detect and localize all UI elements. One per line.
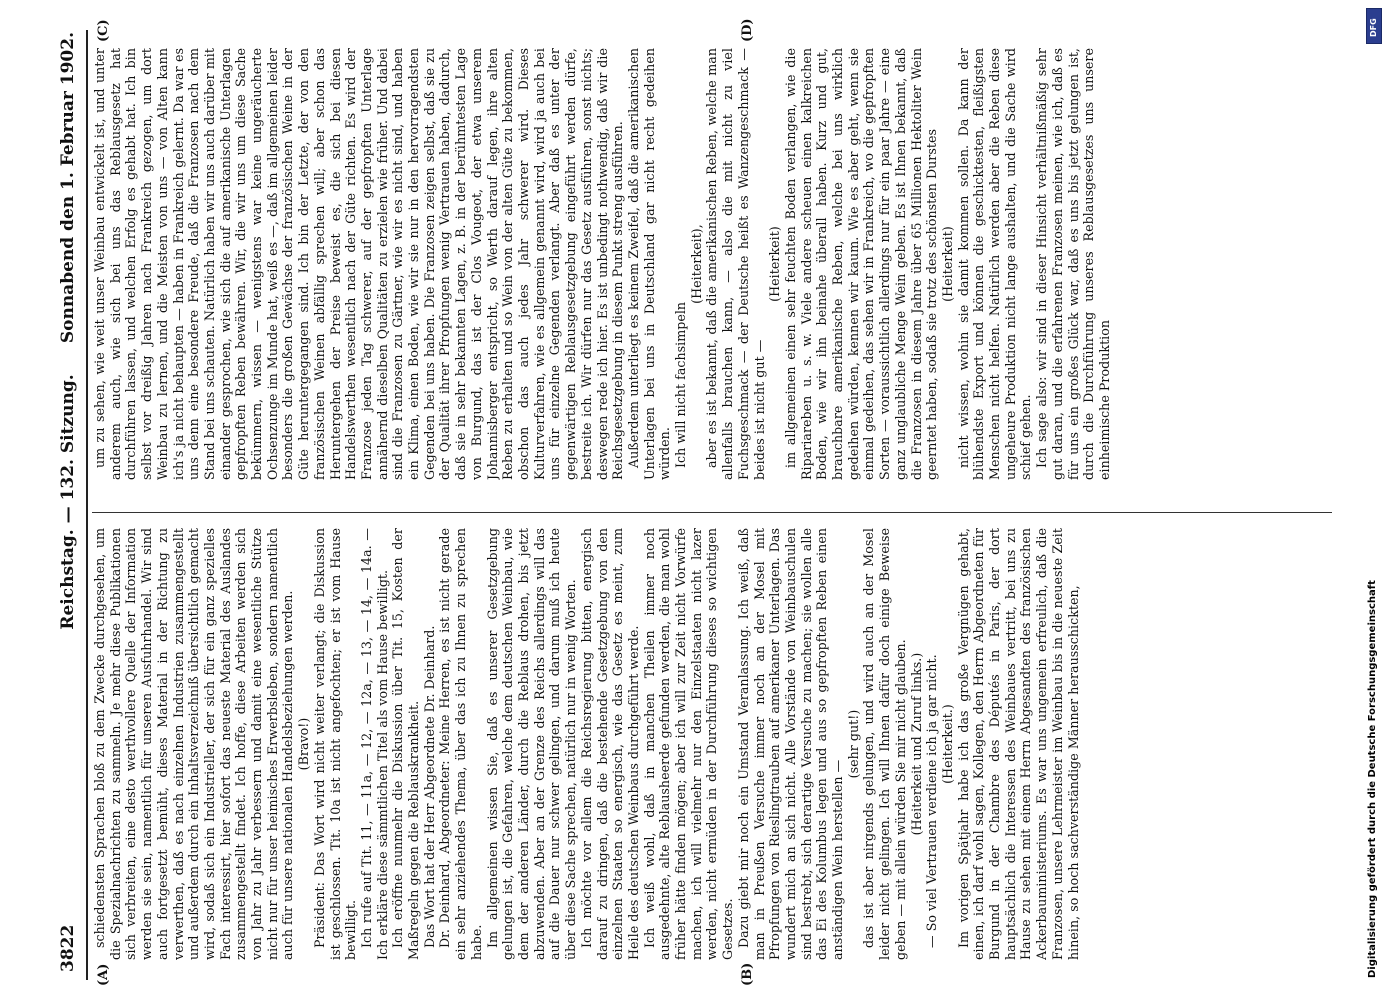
paragraph: Ich will nicht fachsimpeln [673,301,689,468]
paragraph: Das Wort hat der Herr Abgeordnete Dr. Deinhard. [421,625,437,948]
interjection: (Heiterkeit) [939,226,955,302]
session-title: Reichstag. — 132. Sitzung. [58,374,78,630]
paragraph: Außerdem unterliegt es keinem Zweifel, daß die amerikanischen Unterlagen bei uns in Deutschland gar nicht recht gedeihen würden. [625,48,673,480]
margin-marker-d: (D) [740,18,755,42]
digitization-credit: Digitalisierung gefördert durch die Deutsche Forschungsgemeinschaft [1367,580,1378,978]
page-header [58,32,84,972]
interjection: (Bravo!) [296,717,312,771]
interjection: (Heiterkeit), [688,224,704,304]
paragraph: Ich möchte vor allem die Reichsregierung bitten, energisch darauf zu dringen, daß die bestehende Gesetzgebung von den einzelnen Staaten so energisch, wie das Gesetz es meint, zum Heile des deutschen Weinbaus durchgeführt werde. [578,528,641,960]
paragraph: Ich weiß wohl, daß in manchen Theilen immer noch ausgedehnte, alte Reblausheerde gefunden werden, die man wohl früher hätte finden mögen; aber ich will zur Zeit nicht Vorwürfe machen, ich will vielmehr nur den Einzelstaaten nicht lazer werden, nicht ermüden in der Durchführung dieses so wichtigen Gesetzes. [641,528,736,960]
margin-marker-b: (B) [740,962,755,986]
dfg-logo-text: DFG [1369,18,1378,37]
paragraph: das ist aber nirgends gelungen, und wird auch an der Mosel leider nicht gelingen. Ich will Ihnen dafür doch einige Beweise geben — mit allein würden Sie mir nicht glauben. [861,528,908,960]
paragraph: Präsident: Das Wort wird nicht weiter verlangt; die Diskussion ist geschlossen. Tit. 10a ist nicht angefochten; er ist vom Hause bewilligt. [311,528,359,960]
margin-marker-a: (A) [96,963,111,986]
interjection: (Heiterkeit.) [939,704,955,784]
margin-marker-c: (C) [96,19,111,42]
column-rule [92,512,1332,513]
paragraph: im allgemeinen einen sehr feuchten Boden verlangen, wie die Ripariareben u. s. w. Viele andere scheuen einen kalkreichen Boden, wie wir ihn beinahe überall haben. Kurz und gut, brauchbare amerikanische Reben, welche bei uns wirklich gedeihen würden, kennen wir kaum. Wie es aber geht, wenn sie einmal gedeihen, das sehen wir in Frankreich, wo die gepfropften Sorten — voraussichtlich allerdings nur für ein paar Jahre — eine ganz unglaubliche Menge Wein geben. Es ist Ihnen bekannt, daß die Franzosen in diesem Jahre über 65 Millionen Hektoliter Wein geerntet haben, sodaß sie trotz des schönsten Durstes [782,48,940,480]
paragraph: Im vorigen Spätjahr habe ich das große Vergnügen gehabt, einen, ich darf wohl sagen, Kollegen, den Herrn Abgeordneten für Burgund in der Chambre des Députés in Paris, der dort hauptsächlich die Interessen des Weinbaues vertritt, bei uns zu Hause zu sehen mit einem Herrn Abgesandten des französischen Ackerbauministeriums. Es war uns ungemein erfreulich, daß die Franzosen, unsere Lehrmeister im Weinbau bis in die neueste Zeit hinein, so hoch sachverständige Männer herausschickten, [955,528,1081,960]
paragraph: Ich sage also: wir sind in dieser Hinsicht verhältnißmäßig sehr gut daran, und die erfahrenen Franzosen meinen, wie ich, daß es für uns ein großes Glück war, daß es uns bis jetzt gelungen ist, durch die Durchführung unseres Reblausgesetzes uns unsere einheimische Produktion [1034,48,1112,480]
interjection: (Heiterkeit) [767,226,783,302]
paragraph: Ich eröffne nunmehr die Diskussion über Tit. 15, Kosten der Maßregeln gegen die Reblauskrankheit. [390,528,422,960]
header-rule [86,30,88,980]
paragraph: Dr. Deinhard, Abgeordneter: Meine Herren, es ist nicht gerade ein sehr anziehendes Thema, über das ich zu Ihnen zu sprechen habe. [437,528,484,960]
paragraph: Im allgemeinen wissen Sie, daß es unserer Gesetzgebung gelungen ist, die Gefahren, welche dem deutschen Weinbau, wie dem der anderen Länder, durch die Reblaus drohen, bis jetzt abzuwenden. Aber an der Grenze des Reichs allerdings will das auf die Dauer nur schwer gelingen, und darum muß ich heute über diese Sache sprechen, natürlich nur in wenig Worten. [484,528,579,960]
paragraph: um zu sehen, wie weit unser Weinbau entwickelt ist, und unter anderem auch, wie sich bei uns das Reblausgesetz hat durchführen lassen, und welchen Erfolg es gehabt hat. Ich bin selbst vor dreißig Jahren nach Frankreich gezogen, um dort Weinbau zu lernen, und die Meisten von uns — von Alten kann ich's ja nicht behaupten — haben in Frankreich gelernt. Da war es uns denn eine besondere Freude, daß die Franzosen nach dem Stand bei uns schauten. Natürlich haben wir uns auch darüber mit einander gesprochen, wie sich die auf amerikanische Unterlagen gepfropften Reben bewähren. Wir, die wir uns um diese Sache bekümmern, wissen — wenigstens war keine ungeräucherte Ochsenzunge im Munde hat, weiß es —, daß im allgemeinen leider besonders die großen Gewächse der französischen Weine in der Güte heruntergegangen sind. Ich bin der Letzte, der von den französischen Weinen abfällig sprechen will; aber schon das Heruntergehen der Preise beweist es, die sich bei diesen Handelswerthen wesentlich nach der Güte richten. Es wird der Franzose jeden Tag schwerer, auf der gepfropften Unterlage annähernd dieselben Qualitäten zu erzielen wie früher. Und dabei sind die Franzosen zu Gärtner, wie wir es nicht sind, und haben ein Klima, einen Boden, wie wir sie nur in den hervorragendsten Gegenden bei uns haben. Die Franzosen zeigen selbst, daß sie zu der Qualität ihrer Pfropfungen wenig Vertrauen haben, dadurch, daß sie in sehr bekannten Lagen, z. B. in der berühmtesten Lage von Burgund, das ist der Clos Vougeot, der etwa unserem Johannisberger entspricht, so Werth darauf legen, ihre alten Reben zu erhalten und so Wein von der alten Güte zu bekommen, obschon das auch jedes Jahr schwerer wird. Dieses Kulturverfahren, wie es allgemein genannt wird, wird ja auch bei uns für einzelne Gegenden verlangt. Aber daß es unter der gegenwärtigen Reblausgesetzgebung eingeführt werden dürfe, bestreite ich. Wir dürfen nur das Gesetz ausführen, sonst nichts; deswegen rede ich hier. Es ist unbedingt nothwendig, daß wir die Reichsgesetzgebung in diesem Punkt streng ausführen. [92,48,626,480]
paragraph: — So viel Vertrauen verdiene ich ja gar nicht. [924,654,940,948]
session-date: Sonnabend den 1. Februar 1902. [58,32,78,344]
interjection: (sehr gut!) [845,709,861,779]
paragraph: aber es ist bekannt, daß die amerikanischen Reben, welche man allenfalls brauchen kann, — also die mit nicht zu viel Fuchsgeschmack — der Deutsche heißt es Wanzengeschmack — beides ist nicht gut — [704,48,767,480]
paragraph: schiedensten Sprachen bloß zu dem Zwecke durchgesehen, um die Spezialnachrichten zu sammeln. Je mehr diese Publikationen sich verbreiten, eine desto werthvollere Quelle der Information werden sie sein, namentlich für unseren Ausfuhrhandel. Wir sind auch fortgesetzt bemüht, dieses Material in der Richtung zu verwerthen, daß es nach einzelnen Industrien zusammengestellt und außerdem durch ein Inhaltsverzeichniß übersichtlich gemacht wird, sodaß sich ein Industrieller, der sich für ein ganz spezielles Fach interessirt, hier sofort das neueste Material des Auslandes zusammengestellt findet. Ich hoffe, diese Arbeiten werden sich von Jahr zu Jahr verbessern und damit eine wesentliche Stütze nicht nur für unser heimisches Erwerbsleben, sondern namentlich auch für unsere nationalen Handelsbeziehungen werden. [92,528,296,960]
paragraph: nicht wissen, wohin sie damit kommen sollen. Da kann der blühendste Export und können die geschicktesten, fleißigsten Menschen nicht helfen. Natürlich werden aber die Reben diese ungeheure Produktion nicht lange aushalten, und die Sache wird schief gehen. [955,48,1034,480]
paragraph: Dazu giebt mir noch ein Umstand Veranlassung. Ich weiß, daß man in Preußen Versuche immer noch an der Mosel mit Pfropfungen von Rieslingtrauben auf amerikaner Unterlagen. Das wundert mich an sich nicht. Alle Vorstände von Weinbauschulen sind bestrebt, sich derartige Versuche zu machen; sie wollen alle das Ei des Kolumbus legen und aus so gepfropften Reben einen anständigen Wein herstellen — [735,528,846,960]
right-column [92,48,1332,480]
left-column [92,528,1332,960]
paragraph: Ich rufe auf Tit. 11, — 11a, — 12, — 12a, — 13, — 14, — 14a. — Ich erkläre diese sämmtlichen Titel als vom Hause bewilligt. [358,528,390,960]
interjection: (Heiterkeit und Zuruf links.) [908,652,924,836]
dfg-logo-icon [1366,8,1382,44]
page-number: 3822 [58,924,78,972]
